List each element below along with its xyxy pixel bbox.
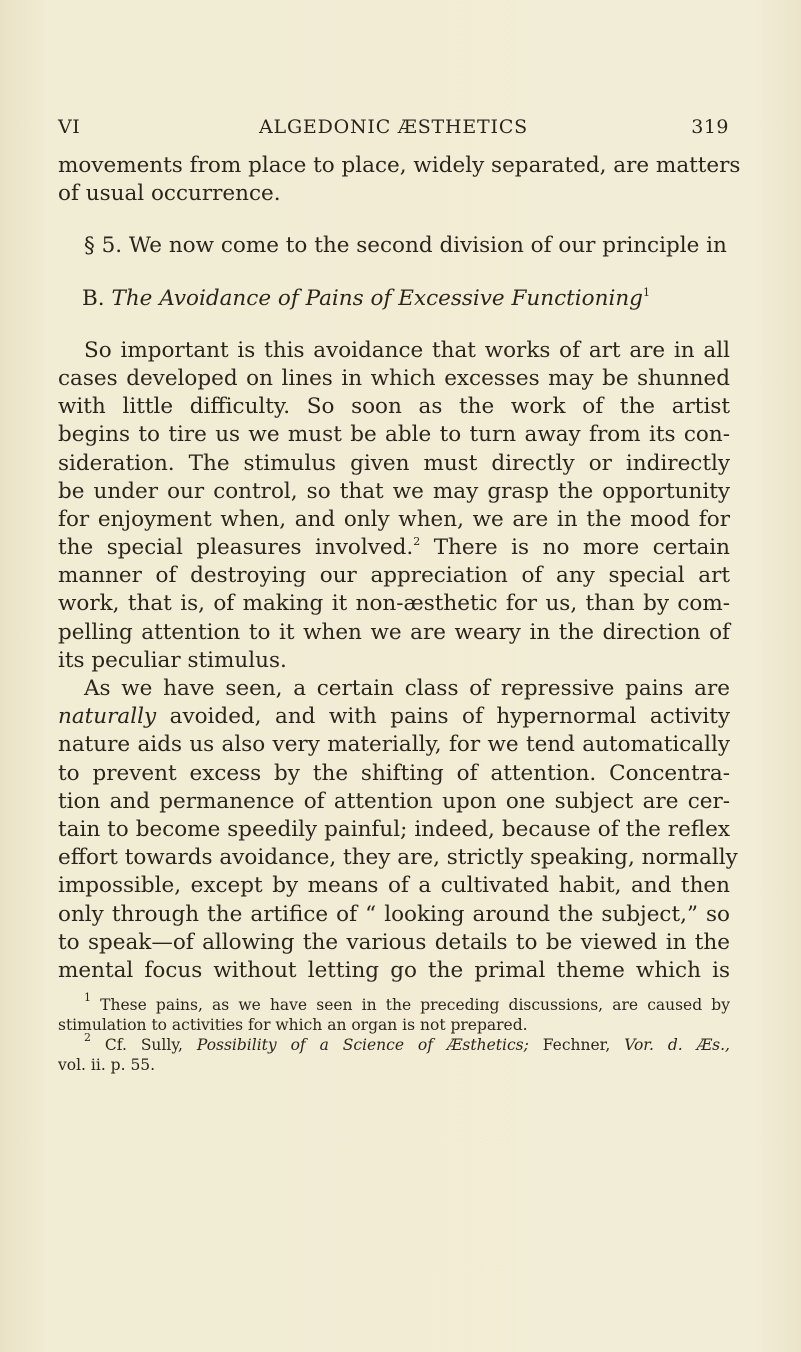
section-subheading <box>58 285 730 313</box>
text-line: to prevent excess by the shifting of attention. Concentra- <box>58 760 730 786</box>
paragraph <box>58 337 730 675</box>
text-line: effort towards avoidance, they are, strictly speaking, normally <box>58 845 738 871</box>
footnotes <box>58 991 730 1075</box>
paragraph <box>58 232 730 260</box>
text-line: manner of destroying our appreciation of any special art <box>58 563 730 589</box>
footnote-ref: 2 <box>413 535 421 549</box>
subheading-letter: B. <box>82 285 105 311</box>
text-line: sideration. The stimulus given must directly or indirectly <box>58 450 730 476</box>
footnote-line: vol. ii. p. 55. <box>58 1056 156 1075</box>
text-line: for enjoyment when, and only when, we are in the mood for <box>58 506 730 532</box>
text-line: impossible, except by means of a cultivated habit, and then <box>58 873 730 899</box>
text-line: As we have seen, a certain class of repressive pains are <box>84 676 730 701</box>
paragraph <box>58 675 738 985</box>
text-line: § 5. We now come to the second division of our principle in <box>84 233 727 259</box>
text-line: cases developed on lines in which excesses may be shunned <box>58 365 730 391</box>
text-line: work, that is, of making it non-æsthetic for us, than by com- <box>58 591 730 617</box>
paragraph <box>58 152 741 208</box>
text-segment: the special pleasures involved. <box>58 535 414 561</box>
footnote-line <box>58 991 730 1015</box>
text-segment: Cf. Sully, <box>104 1036 183 1055</box>
text-line: be under our control, so that we may grasp the opportunity <box>58 478 730 504</box>
running-header <box>58 114 729 144</box>
footnote-mark: 2 <box>84 1031 91 1045</box>
italic-title: Vor. d. Æs., <box>624 1036 730 1055</box>
italic-title: Possibility of a Science of Æsthetics; <box>196 1036 529 1055</box>
text-line <box>58 703 730 731</box>
text-line: mental focus without letting go the primal theme which is <box>58 957 730 983</box>
footnote-ref: 1 <box>642 285 650 299</box>
page-number: 319 <box>691 116 729 138</box>
text-line: movements from place to place, widely separated, are matters <box>58 153 741 178</box>
chapter-number: VI <box>58 116 81 138</box>
text-line: tion and permanence of attention upon one subject are cer- <box>58 788 730 814</box>
text-line: only through the artifice of “ looking around the subject,” so <box>58 901 730 927</box>
text-line: to speak—of allowing the various details to be viewed in the <box>58 929 730 955</box>
text-line: pelling attention to it when we are weary in the direction of <box>58 619 730 645</box>
footnote-line <box>58 1031 730 1055</box>
text-segment: avoided, and with pains of hypernormal activity <box>156 704 730 730</box>
text-line: of usual occurrence. <box>58 181 281 207</box>
text-line: nature aids us also very materially, for we tend automatically <box>58 732 730 758</box>
text-line <box>58 534 730 562</box>
subheading-title: The Avoidance of Pains of Excessive Functioning <box>111 285 643 311</box>
page-body <box>58 152 741 1075</box>
running-title: ALGEDONIC ÆSTHETICS <box>259 116 528 138</box>
text-line: tain to become speedily painful; indeed, because of the reflex <box>58 816 730 842</box>
text-line: its peculiar stimulus. <box>58 647 287 673</box>
text-segment: There is no more certain <box>420 535 730 561</box>
footnote-line: stimulation to activities for which an organ is not prepared. <box>58 1016 528 1035</box>
footnote-mark: 1 <box>84 991 91 1005</box>
text-line: So important is this avoidance that works of art are in all <box>84 337 730 363</box>
text-segment: Fechner, <box>542 1036 611 1055</box>
italic-word: naturally <box>58 704 157 730</box>
text-line: with little difficulty. So soon as the work of the artist <box>58 394 730 420</box>
text-line: begins to tire us we must be able to turn away from its con- <box>58 422 730 448</box>
text-segment: These pains, as we have seen in the preceding discussions, are caused by <box>100 996 730 1015</box>
